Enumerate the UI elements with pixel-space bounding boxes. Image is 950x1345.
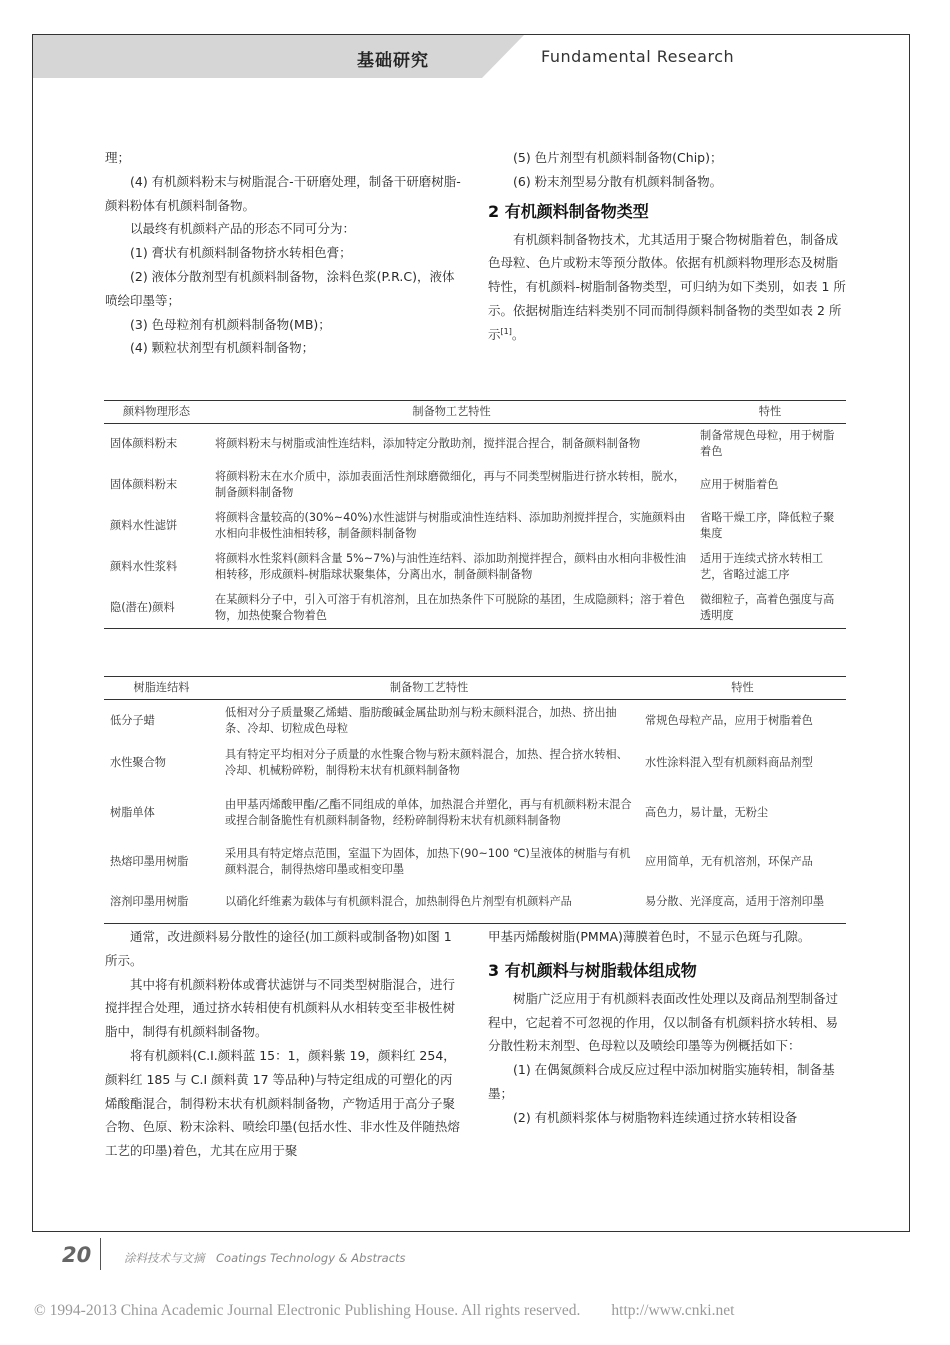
list-item: (3) 色母粒剂有机颜料制备物(MB)； bbox=[130, 316, 331, 332]
running-header bbox=[33, 35, 909, 78]
paragraph: 理； bbox=[105, 150, 131, 165]
table-cell: 树脂单体 bbox=[110, 805, 155, 819]
paragraph: 甲基丙烯酸树脂(PMMA)薄膜着色时，不显示色斑与孔隙。 bbox=[488, 929, 811, 944]
table-row bbox=[104, 784, 846, 842]
right-column-top bbox=[488, 146, 846, 347]
list-item: (2) 液体分散剂型有机颜料制备物，涂料色浆(P.R.C)，液体喷绘印墨等； bbox=[105, 268, 455, 308]
paragraph: 通常，改进颜料易分散性的途径(加工颜料或制备物)如图 1 所示。 bbox=[105, 929, 452, 968]
table-1 bbox=[104, 400, 846, 629]
table-cell: 隐(潜在)颜料 bbox=[104, 588, 209, 629]
table-cell: 固体颜料粉末 bbox=[110, 478, 178, 491]
right-column-bottom bbox=[488, 925, 846, 1130]
list-item: (4) 颗粒状剂型有机颜料制备物； bbox=[130, 340, 315, 356]
table-row bbox=[104, 700, 846, 742]
citation[interactable]: [1] bbox=[500, 326, 512, 336]
footer-divider bbox=[100, 1238, 101, 1270]
paragraph: (4) 有机颜料粉末与树脂混合-干研磨处理，制备干研磨树脂-颜料粉体有机颜料制备物。 bbox=[105, 173, 461, 213]
paragraph: 有机颜料制备物技术，尤其适用于聚合物树脂着色，制备成色母粒、色片或粉末等预分散体。依据有机颜料物理形态及树脂特性，有机颜料-树脂制备物类型，可归纳为如下类别，如表 1 所示。依据树脂连结料类别不同而制得颜料制备物的类型如表 2 所示[1]。 bbox=[488, 231, 846, 342]
paragraph: 将有机颜料(C.I.颜料蓝 15：1，颜料紫 19，颜料红 254，颜料红 185 与 C.I 颜料黄 17 等品种)与特定组成的可塑化的丙烯酸酯混合，制得粉末状有机颜料制备物，产物适用于高分子聚合物、色原、粉末涂料、喷绘印墨(包括水性、非水性及伴随热熔工艺的印墨)着色，尤其在应用于聚 bbox=[105, 1047, 460, 1159]
table-cell: 水性涂料混入型有机颜料商品剂型 bbox=[645, 755, 813, 769]
table-row bbox=[104, 547, 846, 588]
list-item: (6) 粉末剂型易分散有机颜料制备物。 bbox=[513, 173, 723, 189]
table-cell: 将颜料粉末与树脂或油性连结料，添加特定分散助剂，搅拌混合捏合，制备颜料制备物 bbox=[215, 437, 641, 451]
table-header-row bbox=[104, 677, 846, 700]
list-item: (5) 色片剂型有机颜料制备物(Chip)； bbox=[513, 150, 723, 165]
column-header: 特性 bbox=[694, 401, 846, 424]
list-item: (1) 膏状有机颜料制备物挤水转相色膏； bbox=[130, 245, 352, 261]
section-heading: 2 有机颜料制备物类型 bbox=[488, 201, 649, 221]
table-cell: 固体颜料粉末 bbox=[110, 437, 178, 451]
table-cell: 水性聚合物 bbox=[110, 755, 166, 769]
list-item: (2) 有机颜料浆体与树脂物料连续通过挤水转相设备 bbox=[513, 1109, 798, 1125]
table-cell: 应用简单，无有机溶剂，环保产品 bbox=[645, 854, 813, 868]
table-cell: 将颜料水性浆料(颜料含量 5%~7%)与油性连结料、添加助剂搅拌捏合，颜料由水相向非极性油相转移，形成颜料-树脂球状聚集体，分离出水，制备颜料制备物 bbox=[215, 552, 687, 581]
table-cell: 常规色母粒产品，应用于树脂着色 bbox=[645, 713, 813, 727]
paragraph: 树脂广泛应用于有机颜料表面改性处理以及商品剂型制备过程中，它起着不可忽视的作用，仅以制备有机颜料挤水转相、易分散性粉末剂型、色母粒以及喷绘印墨等为例概括如下： bbox=[488, 990, 839, 1054]
column-header: 制备物工艺特性 bbox=[209, 401, 694, 424]
table-cell: 颜料水性浆料 bbox=[110, 560, 178, 573]
table-row bbox=[104, 424, 846, 465]
column-header: 树脂连结料 bbox=[104, 677, 219, 700]
header-title-en: Fundamental Research bbox=[541, 47, 735, 66]
table-row bbox=[104, 465, 846, 506]
table-row bbox=[104, 742, 846, 784]
table-cell: 省略干燥工序，降低粒子聚集度 bbox=[700, 511, 835, 540]
table-cell: 溶剂印墨用树脂 bbox=[104, 882, 219, 924]
table-2 bbox=[104, 676, 846, 924]
column-header: 制备物工艺特性 bbox=[219, 677, 639, 700]
table-cell: 适用于连续式挤水转相工艺，省略过滤工序 bbox=[700, 552, 824, 581]
section-heading: 3 有机颜料与树脂载体组成物 bbox=[488, 960, 697, 980]
table-row bbox=[104, 882, 846, 924]
column-header: 颜料物理形态 bbox=[104, 401, 209, 424]
header-title-zh: 基础研究 bbox=[357, 51, 429, 71]
table-cell: 颜料水性滤饼 bbox=[110, 519, 178, 532]
copyright-notice: © 1994-2013 China Academic Journal Electronic Publishing House. All rights reserved. http://www.cnki.net bbox=[34, 1302, 735, 1319]
left-column-top bbox=[105, 146, 463, 360]
table-cell: 低分子蜡 bbox=[110, 713, 155, 727]
left-column-bottom bbox=[105, 925, 463, 1163]
table-cell: 低相对分子质量聚乙烯蜡、脂肪酸碱金属盐助剂与粉末颜料混合，加热、挤出抽条、冷却、切粒成色母粒 bbox=[225, 705, 617, 735]
table-cell: 以硝化纤维素为载体与有机颜料混合，加热制得色片剂型有机颜料产品 bbox=[219, 882, 639, 924]
paragraph: 以最终有机颜料产品的形态不同可分为： bbox=[130, 221, 356, 237]
table-cell: 具有特定平均相对分子质量的水性聚合物与粉末颜料混合，加热、捏合挤水转相、冷却、机械粉碎粉，制得粉末状有机颜料制备物 bbox=[225, 747, 628, 777]
paragraph: 其中将有机颜料粉体或膏状滤饼与不同类型树脂混合，进行搅拌捏合处理，通过挤水转相使有机颜料从水相转变至非极性树脂中，制得有机颜料制备物。 bbox=[105, 976, 456, 1040]
table-cell: 由甲基丙烯酸甲酯/乙酯不同组成的单体，加热混合并塑化，再与有机颜料粉末混合或捏合制备脆性有机颜料制备物，经粉碎制得粉末状有机颜料制备物 bbox=[225, 797, 632, 827]
table-cell: 热熔印墨用树脂 bbox=[110, 854, 189, 868]
table-cell: 微细粒子，高着色强度与高透明度 bbox=[694, 588, 846, 629]
column-header: 特性 bbox=[639, 677, 846, 700]
table-cell: 高色力，易计量，无粉尘 bbox=[645, 805, 769, 819]
table-cell: 在某颜料分子中，引入可溶于有机溶剂，且在加热条件下可脱除的基团，生成隐颜料；溶于着色物，加热使聚合物着色 bbox=[209, 588, 694, 629]
table-cell: 易分散、光泽度高，适用于溶剂印墨 bbox=[639, 882, 846, 924]
table-cell: 制备常规色母粒，用于树脂着色 bbox=[700, 429, 835, 459]
table-row bbox=[104, 842, 846, 882]
journal-name: 涂料技术与文摘 Coatings Technology & Abstracts bbox=[124, 1251, 406, 1265]
page-number: 20 bbox=[62, 1243, 92, 1267]
table-cell: 采用具有特定熔点范围，室温下为固体，加热下(90~100 ℃)呈液体的树脂与有机颜料混合，制得热熔印墨或相变印墨 bbox=[225, 846, 631, 876]
table-cell: 将颜料含量较高的(30%~40%)水性滤饼与树脂或油性连结料、添加助剂搅拌捏合，实施颜料由水相向非极性油相转移，制备颜料制备物 bbox=[215, 511, 686, 540]
table-row bbox=[104, 506, 846, 547]
table-cell: 将颜料粉末在水介质中，添加表面活性剂球磨微细化，再与不同类型树脂进行挤水转相，脱水，制备颜料制备物 bbox=[215, 470, 685, 499]
list-item: (1) 在偶氮颜料合成反应过程中添加树脂实施转相，制备基墨； bbox=[488, 1062, 835, 1101]
table-row bbox=[104, 588, 846, 629]
table-header-row bbox=[104, 401, 846, 424]
table-cell: 应用于树脂着色 bbox=[700, 478, 779, 491]
